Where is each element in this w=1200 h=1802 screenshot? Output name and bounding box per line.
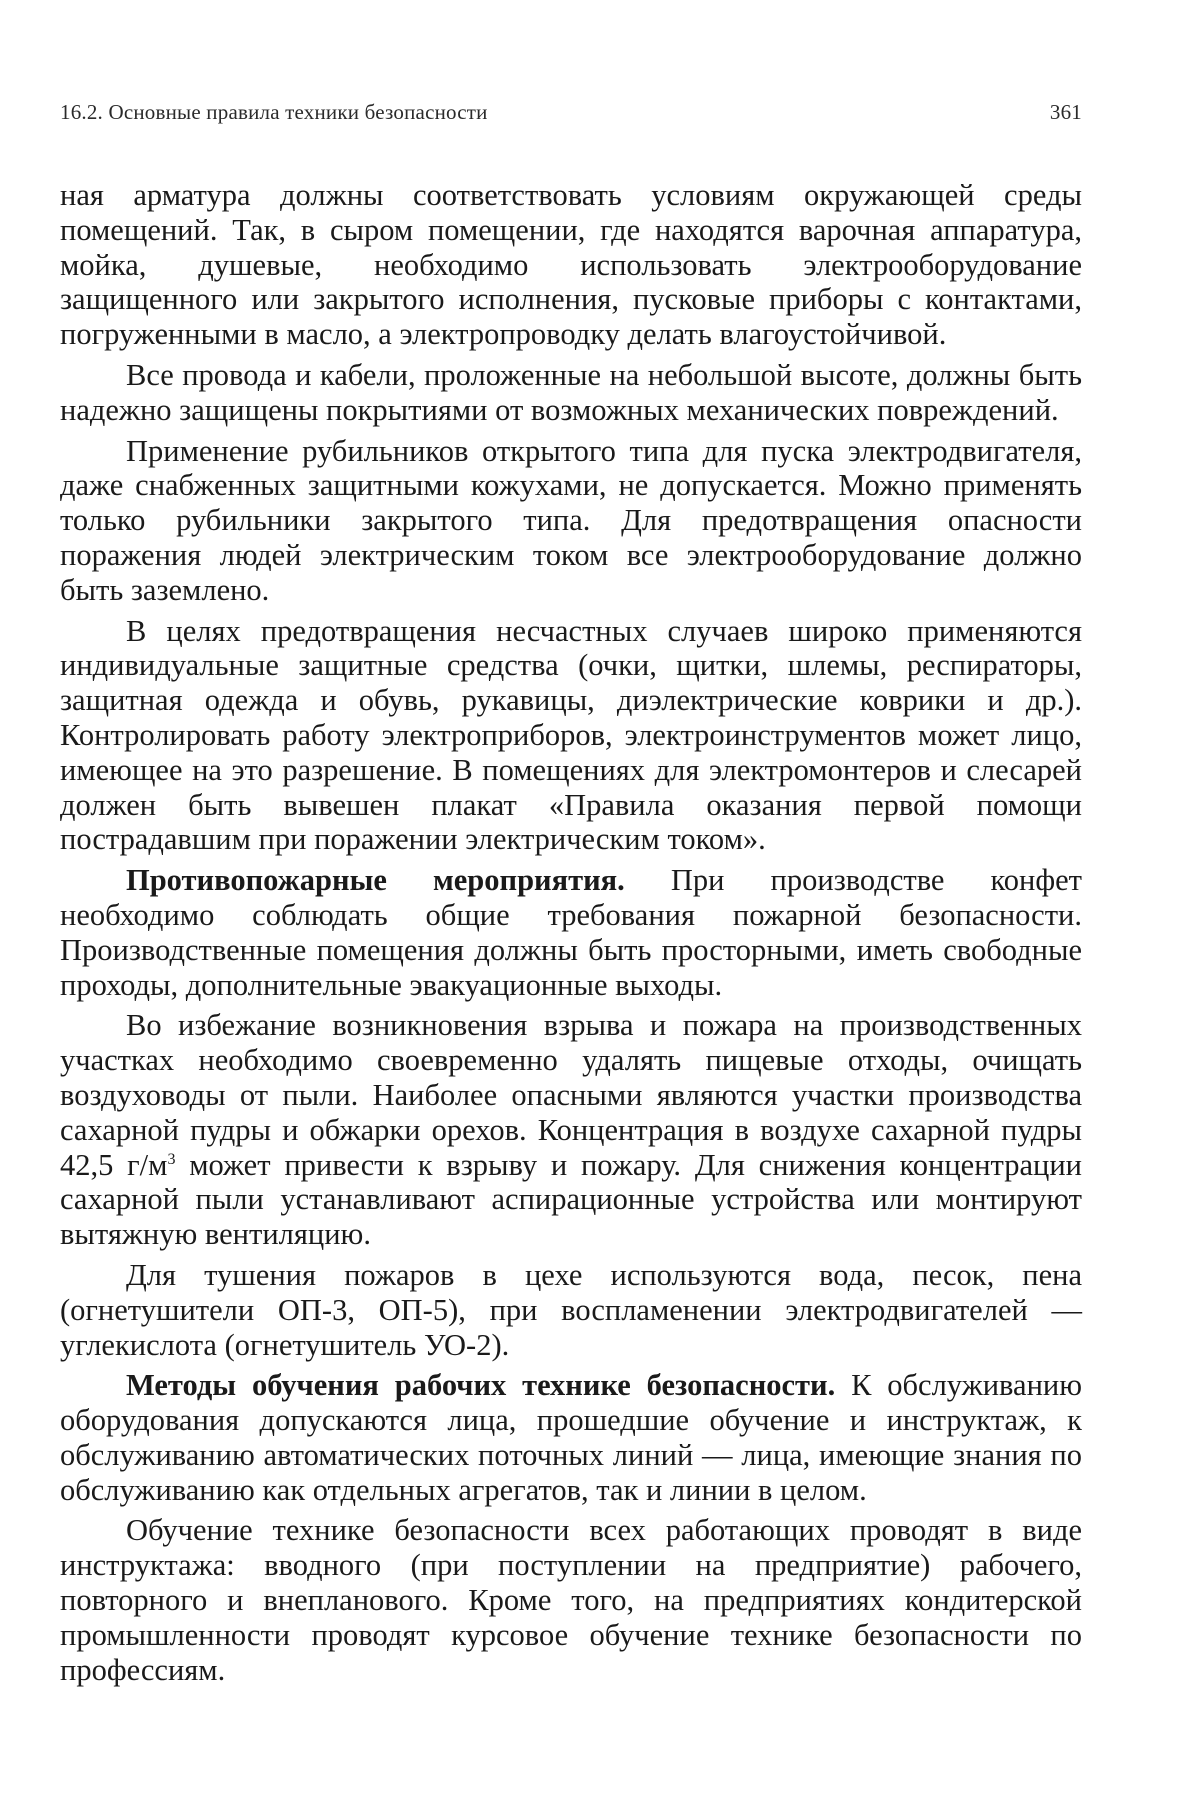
paragraph-5 <box>60 863 1082 1002</box>
paragraph-2: Все провода и кабели, проложенные на небольшой высоте, должны быть надежно защищены покрытиями от возможных механических повреждений. <box>60 358 1082 428</box>
page-number: 361 <box>1050 100 1082 125</box>
book-page <box>0 0 1200 1802</box>
training-methods-heading: Методы обучения рабочих технике безопасности. <box>126 1368 835 1402</box>
paragraph-7: Для тушения пожаров в цехе используются вода, песок, пена (огнетушители ОП-3, ОП-5), при воспламенении электродвигателей — углекислота (огнетушитель УО-2). <box>60 1258 1082 1362</box>
paragraph-6 <box>60 1008 1082 1252</box>
paragraph-3: Применение рубильников открытого типа для пуска электродвигателя, даже снабженных защитными кожухами, не допускается. Можно применять только рубильники закрытого типа. Для предотвращения опасности поражения людей электрическим током все электрооборудование должно быть заземлено. <box>60 434 1082 608</box>
fire-safety-heading: Противопожарные мероприятия. <box>126 863 625 897</box>
running-header <box>60 100 1082 130</box>
paragraph-6-text-b: может привести к взрыву и пожару. Для снижения концентрации сахарной пыли устанавливают аспирационные устройства или монтируют вытяжную вентиляцию. <box>60 1148 1082 1252</box>
paragraph-8 <box>60 1368 1082 1507</box>
paragraph-9: Обучение технике безопасности всех работающих проводят в виде инструктажа: вводного (при поступлении на предприятие) рабочего, повторного и внепланового. Кроме того, на предприятиях кондитерской промышленности проводят курсовое обучение технике безопасности по профессиям. <box>60 1513 1082 1687</box>
paragraph-6-text-a: Во избежание возникновения взрыва и пожара на производственных участках необходимо своевременно удалять пищевые отходы, очищать воздуховоды от пыли. Наиболее опасными являются участки производства сахарной пудры и обжарки орехов. Концентрация в воздухе сахарной пудры 42,5 г/м <box>60 1008 1082 1181</box>
body-text <box>60 178 1082 1693</box>
paragraph-5-text: При производстве конфет необходимо соблюдать общие требования пожарной безопасности. Производственные помещения должны быть просторными, иметь свободные проходы, дополнительные эвакуационные выходы. <box>60 863 1082 1001</box>
paragraph-8-text: К обслуживанию оборудования допускаются лица, прошедшие обучение и инструктаж, к обслуживанию автоматических поточных линий — лица, имеющие знания по обслуживанию как отдельных агрегатов, так и линии в целом. <box>60 1368 1082 1506</box>
paragraph-1: ная арматура должны соответствовать условиям окружающей среды помещений. Так, в сыром помещении, где находятся варочная аппаратура, мойка, душевые, необходимо использовать электрооборудование защищенного или закрытого исполнения, пусковые приборы с контактами, погруженными в масло, а электропроводку делать влагоустойчивой. <box>60 178 1082 352</box>
section-title: 16.2. Основные правила техники безопасности <box>60 100 488 125</box>
paragraph-4: В целях предотвращения несчастных случаев широко применяются индивидуальные защитные средства (очки, щитки, шлемы, респираторы, защитная одежда и обувь, рукавицы, диэлектрические коврики и др.). Контролировать работу электроприборов, электроинструментов может лицо, имеющее на это разрешение. В помещениях для электромонтеров и слесарей должен быть вывешен плакат «Правила оказания первой помощи пострадавшим при поражении электрическим током». <box>60 614 1082 858</box>
cubic-superscript: 3 <box>167 1150 175 1167</box>
